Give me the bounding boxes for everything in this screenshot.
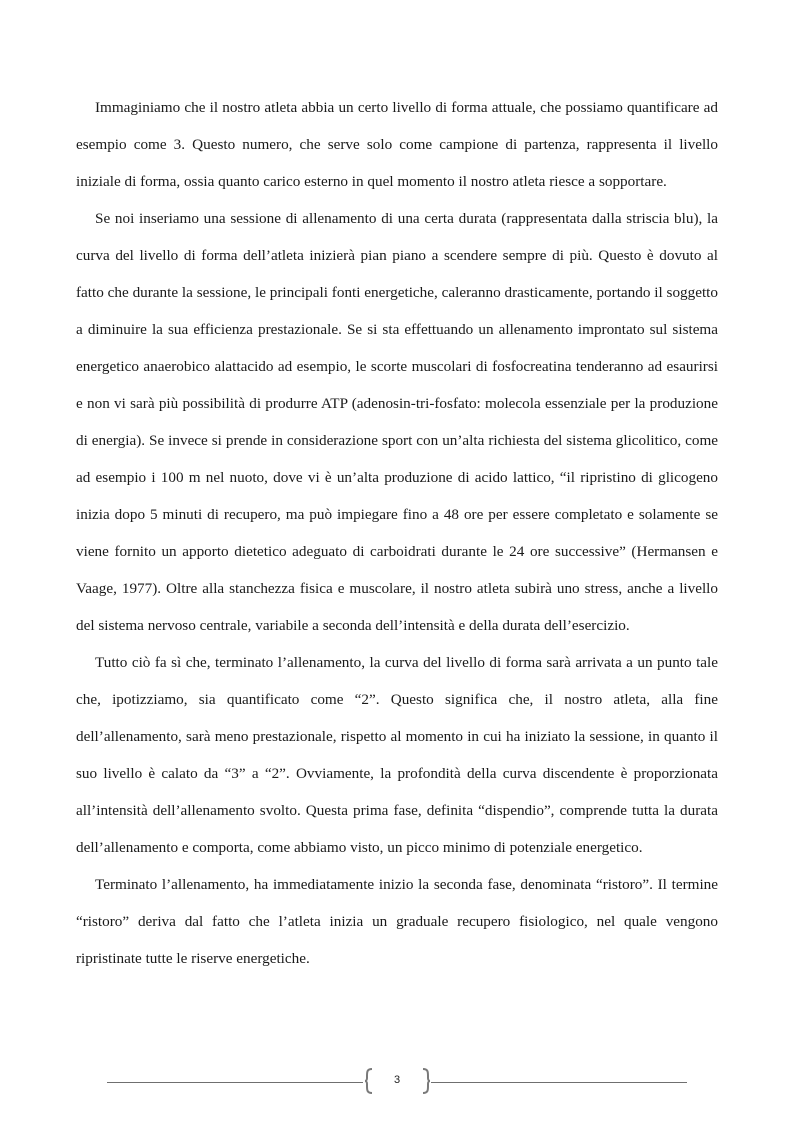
paragraph-3: Tutto ciò fa sì che, terminato l’allenamento, la curva del livello di forma sarà arrivata a un punto tale che, ipotizziamo, sia quantificato come “2”. Questo significa che, il nostro atleta, alla fine dell’allenamento, sarà meno prestazionale, rispetto al momento in cui ha iniziato la sessione, in quanto il suo livello è calato da “3” a “2”. Ovviamente, la profondità della curva discendente è proporzionata all’intensità dell’allenamento svolto. Questa prima fase, definita “dispendio”, comprende tutta la durata dell’allenamento e comporta, come abbiamo visto, un picco minimo di potenziale energetico. bbox=[76, 654, 718, 856]
left-bracket-icon bbox=[364, 1068, 374, 1094]
paragraph-2: Se noi inseriamo una sessione di allenamento di una certa durata (rappresentata dalla striscia blu), la curva del livello di forma dell’atleta inizierà pian piano a scendere sempre di più. Questo è dovuto al fatto che durante la sessione, le principali fonti energetiche, caleranno drasticamente, portando il soggetto a diminuire la sua efficienza prestazionale. Se si sta effettuando un allenamento improntato sul sistema energetico anaerobico alattacido ad esempio, le scorte muscolari di fosfocreatina tenderanno ad esaurirsi e non vi sarà più possibilità di produrre ATP (adenosin-tri-fosfato: molecola essenziale per la produzione di energia). Se invece si prende in considerazione sport con un’alta richiesta del sistema glicolitico, come ad esempio i 100 m nel nuoto, dove vi è un’alta produzione di acido lattico, “il ripristino di glicogeno inizia dopo 5 minuti di recupero, ma può impiegare fino a 48 ore per essere completato e solamente se viene fornito un apporto dietetico adeguato di carboidrati durante le 24 ore successive” (Hermansen e Vaage, 1977). Oltre alla stanchezza fisica e muscolare, il nostro atleta subirà uno stress, anche a livello del sistema nervoso centrale, variabile a seconda dell’intensità e della durata dell’esercizio. bbox=[76, 210, 718, 634]
document-body bbox=[76, 89, 718, 977]
page-number: 3 bbox=[393, 1074, 401, 1086]
footer-rule-right bbox=[431, 1082, 687, 1083]
page-footer bbox=[107, 1068, 687, 1102]
footer-rule-left bbox=[107, 1082, 363, 1083]
paragraph-4: Terminato l’allenamento, ha immediatamente inizio la seconda fase, denominata “ristoro”. Il termine “ristoro” deriva dal fatto che l’atleta inizia un graduale recupero fisiologico, nel quale vengono ripristinate tutte le riserve energetiche. bbox=[76, 876, 718, 967]
right-bracket-icon bbox=[421, 1068, 431, 1094]
paragraph-1: Immaginiamo che il nostro atleta abbia un certo livello di forma attuale, che possiamo quantificare ad esempio come 3. Questo numero, che serve solo come campione di partenza, rappresenta il livello iniziale di forma, ossia quanto carico esterno in quel momento il nostro atleta riesce a sopportare. bbox=[76, 99, 718, 190]
